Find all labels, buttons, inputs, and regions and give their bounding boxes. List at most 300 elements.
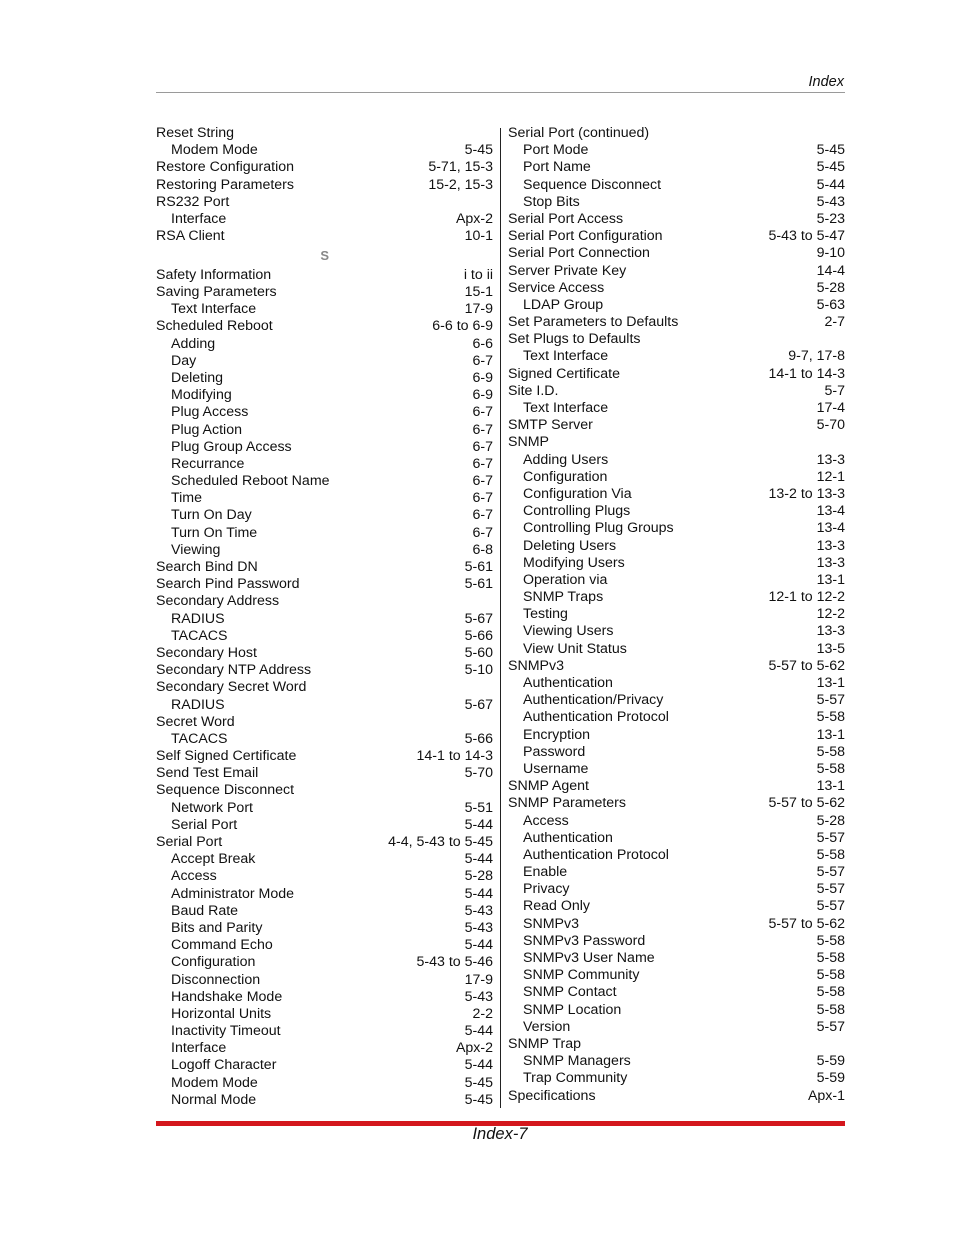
entry-pages: Apx-2 (455, 1040, 493, 1057)
index-subentry (508, 881, 845, 898)
index-entry (156, 318, 493, 335)
index-entry (156, 177, 493, 194)
index-entry (508, 1088, 845, 1105)
index-subentry (156, 525, 493, 542)
entry-pages: 13-3 (816, 537, 845, 554)
entry-pages: 5-59 (816, 1070, 845, 1087)
entry-pages: 12-2 (816, 606, 845, 623)
entry-term: SNMPv3 Password (523, 932, 646, 949)
index-subentry (156, 954, 493, 971)
entry-term: Reset String (156, 125, 235, 141)
entry-term: Saving Parameters (156, 284, 277, 300)
index-subentry (156, 542, 493, 559)
index-subentry (508, 1019, 845, 1036)
index-entry (508, 125, 845, 142)
entry-pages: 13-1 (816, 726, 845, 743)
index-subentry (156, 1006, 493, 1023)
entry-pages: 5-45 (464, 142, 493, 159)
index-subentry (508, 177, 845, 194)
entry-term: Restoring Parameters (156, 176, 294, 193)
entry-term: Serial Port (171, 816, 238, 833)
index-subentry (508, 623, 845, 640)
index-subentry (156, 1040, 493, 1057)
entry-pages: 5-58 (816, 950, 845, 966)
entry-pages: 5-66 (464, 627, 493, 644)
entry-term: Viewing Users (523, 623, 614, 640)
entry-term: Authentication (523, 829, 613, 846)
entry-term: SNMPv3 (508, 657, 564, 674)
entry-term: Text Interface (171, 301, 257, 318)
entry-term: SNMP Location (523, 1001, 622, 1018)
index-subentry (156, 353, 493, 370)
index-subentry (156, 800, 493, 817)
entry-term: Interface (171, 210, 227, 227)
entry-term: Scheduled Reboot Name (171, 473, 330, 490)
index-subentry (156, 937, 493, 954)
entry-term: Operation via (523, 571, 608, 588)
index-entry (508, 417, 845, 434)
entry-term: Authentication Protocol (523, 709, 669, 726)
entry-term: SNMP Traps (523, 589, 604, 606)
entry-pages: 13-5 (816, 640, 845, 657)
entry-term: Secondary Address (156, 593, 280, 610)
index-subentry (508, 348, 845, 365)
entry-pages: 6-7 (472, 507, 493, 524)
entry-pages: 5-43 (464, 919, 493, 936)
index-entry (508, 263, 845, 280)
index-subentry (508, 572, 845, 589)
letter-heading: S (320, 248, 329, 264)
index-entry (156, 645, 493, 662)
index-entry (508, 778, 845, 795)
entry-term: Modifying Users (523, 554, 625, 571)
entry-term: Command Echo (171, 937, 273, 954)
entry-pages: 2-2 (472, 1005, 493, 1022)
entry-pages: 5-70 (464, 765, 493, 782)
entry-term: Interface (171, 1040, 227, 1057)
index-entry (156, 576, 493, 593)
entry-term: Encryption (523, 726, 591, 743)
index-subentry (508, 159, 845, 176)
entry-term: SNMP Parameters (508, 795, 627, 812)
entry-term: Enable (523, 864, 568, 881)
index-subentry (156, 387, 493, 404)
entry-pages: 5-57 (816, 1018, 845, 1035)
entry-pages: 6-9 (472, 387, 493, 404)
index-subentry (156, 404, 493, 421)
index-entry (156, 228, 493, 245)
entry-pages: 13-3 (816, 623, 845, 640)
entry-term: RS232 Port (156, 193, 230, 210)
entry-term: Restore Configuration (156, 159, 295, 176)
index-subentry (156, 507, 493, 524)
index-subentry (508, 933, 845, 950)
entry-pages: 14-1 to 14-3 (768, 365, 845, 382)
index-subentry (508, 142, 845, 159)
index-subentry (156, 456, 493, 473)
entry-pages: 5-60 (464, 644, 493, 661)
entry-pages: i to ii (463, 266, 493, 283)
entry-term: Port Name (523, 159, 591, 176)
index-subentry (508, 709, 845, 726)
entry-term: Access (523, 812, 569, 829)
entry-pages: 13-1 (816, 675, 845, 691)
entry-term: Send Test Email (156, 765, 259, 782)
index-entry (156, 834, 493, 851)
entry-term: Serial Port (continued) (508, 125, 650, 141)
entry-pages: 5-45 (816, 159, 845, 176)
entry-pages: 5-58 (816, 709, 845, 726)
entry-term: Password (523, 743, 586, 760)
running-header-title: Index (808, 74, 844, 90)
index-subentry (508, 503, 845, 520)
entry-pages: 9-10 (816, 245, 845, 262)
index-subentry (156, 422, 493, 439)
index-column-left (156, 125, 493, 1109)
entry-term: SNMPv3 (523, 915, 579, 932)
entry-pages: 5-23 (816, 210, 845, 227)
entry-term: Modifying (171, 387, 232, 404)
entry-term: SNMP Contact (523, 984, 617, 1001)
entry-pages: 5-28 (464, 868, 493, 885)
entry-term: Specifications (508, 1087, 596, 1104)
entry-pages: 5-58 (816, 984, 845, 1001)
entry-pages: 6-8 (472, 541, 493, 558)
entry-pages: 17-9 (464, 971, 493, 988)
index-subentry (156, 611, 493, 628)
entry-term: Controlling Plugs (523, 503, 631, 520)
index-subentry (156, 886, 493, 903)
index-entry (508, 795, 845, 812)
entry-term: Normal Mode (171, 1091, 257, 1108)
entry-term: Plug Access (171, 404, 249, 421)
entry-pages: 13-4 (816, 503, 845, 520)
index-entry (508, 1036, 845, 1053)
entry-pages: 15-1 (464, 284, 493, 300)
index-subentry (156, 868, 493, 885)
index-subentry (156, 903, 493, 920)
entry-term: Adding Users (523, 451, 609, 468)
entry-pages: 14-4 (816, 262, 845, 279)
entry-pages: 6-7 (472, 352, 493, 369)
index-subentry (156, 490, 493, 507)
index-subentry (156, 972, 493, 989)
entry-term: Testing (523, 606, 568, 623)
index-subentry (156, 1023, 493, 1040)
entry-pages: 6-7 (472, 490, 493, 507)
index-subentry (508, 864, 845, 881)
entry-pages: 6-7 (472, 404, 493, 421)
entry-pages: 17-9 (464, 301, 493, 318)
entry-pages: 5-67 (464, 610, 493, 627)
entry-term: SNMP Community (523, 967, 640, 984)
index-entry (156, 159, 493, 176)
entry-pages: 10-1 (464, 228, 493, 245)
entry-term: Day (171, 352, 197, 369)
index-entry (156, 194, 493, 211)
entry-term: SNMP Trap (508, 1035, 582, 1052)
entry-pages: 5-45 (464, 1091, 493, 1108)
entry-term: TACACS (171, 730, 228, 747)
entry-term: Search Bind DN (156, 559, 258, 575)
entry-term: Network Port (171, 799, 253, 816)
entry-term: Plug Action (171, 421, 242, 438)
entry-term: Recurrance (171, 455, 245, 472)
index-subentry (508, 761, 845, 778)
entry-pages: 5-43 (464, 902, 493, 919)
entry-term: Accept Break (171, 851, 256, 868)
index-subentry (508, 847, 845, 864)
entry-term: SMTP Server (508, 417, 593, 434)
entry-pages: 5-58 (816, 760, 845, 777)
entry-term: TACACS (171, 627, 228, 644)
index-entry (508, 228, 845, 245)
index-entry (508, 331, 845, 348)
entry-pages: 5-59 (816, 1053, 845, 1070)
entry-pages: 5-58 (816, 846, 845, 863)
index-subentry (156, 211, 493, 228)
entry-term: SNMP (508, 434, 549, 451)
entry-term: Version (523, 1018, 571, 1035)
index-subentry (508, 813, 845, 830)
entry-pages: 5-28 (816, 812, 845, 829)
index-entry (508, 434, 845, 451)
index-entry (156, 748, 493, 765)
entry-term: Logoff Character (171, 1057, 277, 1074)
entry-term: Self Signed Certificate (156, 748, 297, 765)
index-subentry (508, 538, 845, 555)
index-subentry (508, 1070, 845, 1087)
entry-pages: 5-57 to 5-62 (768, 795, 845, 812)
index-subentry (156, 989, 493, 1006)
entry-pages: 5-57 (816, 829, 845, 846)
index-entry (508, 383, 845, 400)
index-subentry (508, 744, 845, 761)
entry-term: LDAP Group (523, 296, 604, 313)
entry-pages: 5-51 (464, 799, 493, 816)
entry-pages: 6-7 (472, 473, 493, 490)
entry-pages: 5-44 (464, 937, 493, 954)
entry-term: Server Private Key (508, 262, 627, 279)
entry-term: Port Mode (523, 142, 589, 159)
entry-pages: 5-57 (816, 692, 845, 709)
entry-term: Trap Community (523, 1070, 628, 1087)
index-subentry (156, 628, 493, 645)
column-divider (500, 128, 501, 1108)
entry-pages: 5-44 (464, 851, 493, 868)
entry-term: RSA Client (156, 228, 225, 245)
entry-pages: 5-44 (464, 1057, 493, 1074)
index-entry (156, 284, 493, 301)
entry-term: Serial Port Configuration (508, 228, 663, 245)
entry-pages: 12-1 to 12-2 (768, 589, 845, 606)
index-subentry (508, 486, 845, 503)
entry-term: RADIUS (171, 610, 225, 627)
entry-pages: 6-6 to 6-9 (432, 318, 493, 335)
index-subentry (508, 950, 845, 967)
entry-term: Serial Port Connection (508, 245, 650, 262)
entry-term: Horizontal Units (171, 1005, 272, 1022)
entry-term: Sequence Disconnect (156, 782, 295, 799)
entry-term: Site I.D. (508, 382, 559, 399)
entry-pages: 5-61 (464, 559, 493, 575)
index-entry (156, 267, 493, 284)
entry-pages: 5-58 (816, 932, 845, 949)
entry-pages: 13-2 to 13-3 (768, 485, 845, 502)
index-subentry (508, 589, 845, 606)
entry-pages: 5-58 (816, 1001, 845, 1018)
index-subentry (156, 817, 493, 834)
index-subentry (508, 916, 845, 933)
entry-term: Privacy (523, 881, 570, 898)
entry-pages: 5-66 (464, 730, 493, 747)
entry-term: Secret Word (156, 713, 235, 730)
index-subentry (508, 967, 845, 984)
entry-pages: 5-70 (816, 417, 845, 434)
entry-term: Stop Bits (523, 193, 580, 210)
entry-term: Authentication (523, 675, 613, 691)
entry-term: Configuration (171, 954, 256, 971)
entry-pages: 5-43 to 5-46 (416, 954, 493, 971)
entry-term: Administrator Mode (171, 885, 295, 902)
header-rule (156, 92, 845, 93)
entry-term: Set Parameters to Defaults (508, 314, 679, 331)
index-subentry (508, 297, 845, 314)
entry-pages: 5-57 to 5-62 (768, 657, 845, 674)
entry-term: Bits and Parity (171, 919, 263, 936)
index-subentry (508, 675, 845, 692)
index-entry (156, 593, 493, 610)
entry-pages: 5-43 (464, 988, 493, 1005)
entry-term: Deleting Users (523, 537, 617, 554)
entry-pages: 13-4 (816, 520, 845, 537)
index-subentry (156, 731, 493, 748)
entry-pages: 6-7 (472, 524, 493, 541)
entry-pages: 5-10 (464, 662, 493, 679)
index-entry (156, 714, 493, 731)
entry-term: Disconnection (171, 971, 261, 988)
index-entry (508, 245, 845, 262)
entry-pages: 5-58 (816, 743, 845, 760)
index-entry (156, 559, 493, 576)
entry-term: Authentication/Privacy (523, 692, 664, 709)
index-entry (508, 366, 845, 383)
entry-term: Deleting (171, 369, 224, 386)
entry-pages: 5-43 (816, 193, 845, 210)
index-subentry (156, 697, 493, 714)
entry-pages: 6-9 (472, 369, 493, 386)
entry-pages: 5-43 to 5-47 (768, 228, 845, 245)
entry-term: Search Pind Password (156, 576, 300, 593)
entry-pages: 5-58 (816, 967, 845, 984)
index-entry (156, 782, 493, 799)
entry-term: Text Interface (523, 348, 609, 365)
entry-pages: 17-4 (816, 400, 845, 416)
index-column-right (508, 125, 845, 1105)
entry-pages: 5-44 (464, 1023, 493, 1040)
entry-pages: 5-61 (464, 576, 493, 593)
entry-pages: 6-7 (472, 438, 493, 455)
entry-term: Viewing (171, 541, 221, 558)
index-subentry (156, 439, 493, 456)
entry-pages: 6-7 (472, 455, 493, 472)
index-subentry (156, 301, 493, 318)
entry-term: Set Plugs to Defaults (508, 331, 641, 348)
entry-pages: 5-57 to 5-62 (768, 915, 845, 932)
entry-term: Baud Rate (171, 902, 239, 919)
entry-term: Turn On Day (171, 507, 252, 524)
entry-term: Inactivity Timeout (171, 1023, 281, 1040)
entry-term: SNMP Managers (523, 1053, 631, 1070)
entry-pages: 5-44 (464, 885, 493, 902)
entry-pages: 9-7, 17-8 (788, 348, 845, 365)
index-entry (156, 765, 493, 782)
entry-pages: 5-67 (464, 696, 493, 713)
entry-term: Modem Mode (171, 1074, 258, 1091)
entry-pages: 5-45 (816, 142, 845, 159)
entry-pages: 6-7 (472, 421, 493, 438)
entry-term: Serial Port (156, 834, 223, 850)
index-subentry (156, 1057, 493, 1074)
index-subentry (508, 555, 845, 572)
entry-term: Handshake Mode (171, 988, 283, 1005)
entry-term: Access (171, 868, 217, 885)
entry-term: Secondary NTP Address (156, 662, 312, 679)
entry-term: Secondary Host (156, 644, 257, 661)
index-subentry (156, 1092, 493, 1109)
entry-pages: 13-1 (816, 778, 845, 795)
entry-pages: 5-44 (464, 816, 493, 833)
entry-term: Sequence Disconnect (523, 176, 662, 193)
index-subentry (156, 851, 493, 868)
index-subentry (156, 370, 493, 387)
entry-pages: 5-57 (816, 898, 845, 915)
entry-term: SNMP Agent (508, 778, 589, 795)
index-subentry (156, 336, 493, 353)
index-subentry (508, 898, 845, 915)
entry-term: Modem Mode (171, 142, 258, 159)
index-entry (508, 658, 845, 675)
entry-term: Configuration Via (523, 485, 632, 502)
entry-pages: 12-1 (816, 468, 845, 485)
index-entry (508, 211, 845, 228)
entry-pages: 6-6 (472, 335, 493, 352)
entry-term: Time (171, 490, 203, 507)
entry-pages: 5-63 (816, 296, 845, 313)
entry-term: Username (523, 760, 589, 777)
entry-term: Signed Certificate (508, 365, 620, 382)
index-subentry (508, 452, 845, 469)
index-subentry (508, 692, 845, 709)
entry-term: Secondary Secret Word (156, 679, 307, 696)
index-entry (508, 314, 845, 331)
index-subentry (508, 469, 845, 486)
index-subentry (156, 142, 493, 159)
entry-term: Authentication Protocol (523, 846, 669, 863)
entry-pages: 5-45 (464, 1074, 493, 1091)
entry-term: Service Access (508, 279, 605, 296)
index-entry (156, 679, 493, 696)
index-subentry (508, 1002, 845, 1019)
index-subentry (156, 473, 493, 490)
index-subentry (508, 1053, 845, 1070)
index-subentry (508, 830, 845, 847)
index-subentry (508, 984, 845, 1001)
entry-term: Scheduled Reboot (156, 318, 273, 335)
index-subentry (508, 194, 845, 211)
entry-pages: Apx-2 (455, 210, 493, 227)
index-entry (156, 125, 493, 142)
